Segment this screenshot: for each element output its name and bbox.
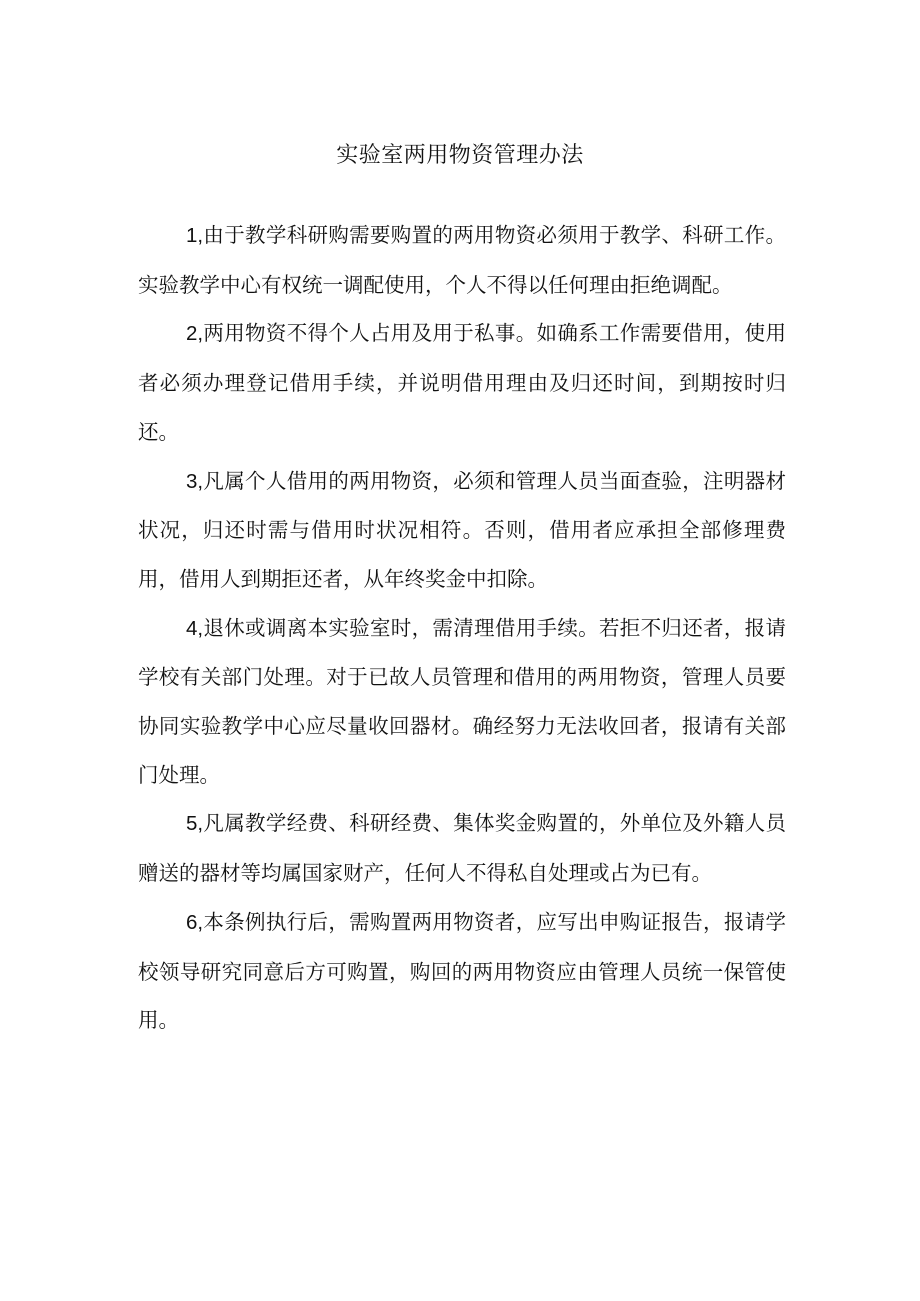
paragraph-6 bbox=[138, 898, 786, 1045]
paragraph-number: 2, bbox=[186, 322, 204, 346]
paragraph-number: 5, bbox=[186, 812, 204, 836]
paragraph-text: 凡属教学经费、科研经费、集体奖金购置的，外单位及外籍人员赠送的器材等均属国家财产，任何人不得私自处理或占为已有。 bbox=[138, 811, 786, 886]
paragraph-text: 退休或调离本实验室时，需清理借用手续。若拒不归还者，报请学校有关部门处理。对于已故人员管理和借用的两用物资，管理人员要协同实验教学中心应尽量收回器材。确经努力无法收回者，报请有关部门处理。 bbox=[138, 615, 786, 787]
paragraph-text: 本条例执行后，需购置两用物资者，应写出申购证报告，报请学校领导研究同意后方可购置，购回的两用物资应由管理人员统一保管使用。 bbox=[138, 909, 786, 1033]
paragraph-1 bbox=[138, 211, 786, 309]
document-title: 实验室两用物资管理办法 bbox=[336, 143, 584, 168]
paragraph-number: 1, bbox=[186, 224, 204, 247]
paragraph-text: 凡属个人借用的两用物资，必须和管理人员当面查验，注明器材状况，归还时需与借用时状况相符。否则，借用者应承担全部修理费用，借用人到期拒还者，从年终奖金中扣除。 bbox=[138, 468, 786, 591]
paragraph-number: 3, bbox=[186, 469, 204, 493]
paragraph-5 bbox=[138, 799, 786, 897]
paragraph-4 bbox=[138, 604, 786, 800]
document-body bbox=[138, 211, 786, 1045]
paragraph-2 bbox=[138, 309, 786, 456]
paragraph-number: 4, bbox=[186, 616, 204, 640]
paragraph-3 bbox=[138, 457, 786, 604]
paragraph-number: 6, bbox=[186, 910, 204, 934]
paragraph-text: 两用物资不得个人占用及用于私事。如确系工作需要借用，使用者必须办理登记借用手续，并说明借用理由及归还时间，到期按时归还。 bbox=[138, 321, 786, 444]
paragraph-text: 由于教学科研购需要购置的两用物资必须用于教学、科研工作。实验教学中心有权统一调配使用，个人不得以任何理由拒绝调配。 bbox=[138, 223, 786, 297]
